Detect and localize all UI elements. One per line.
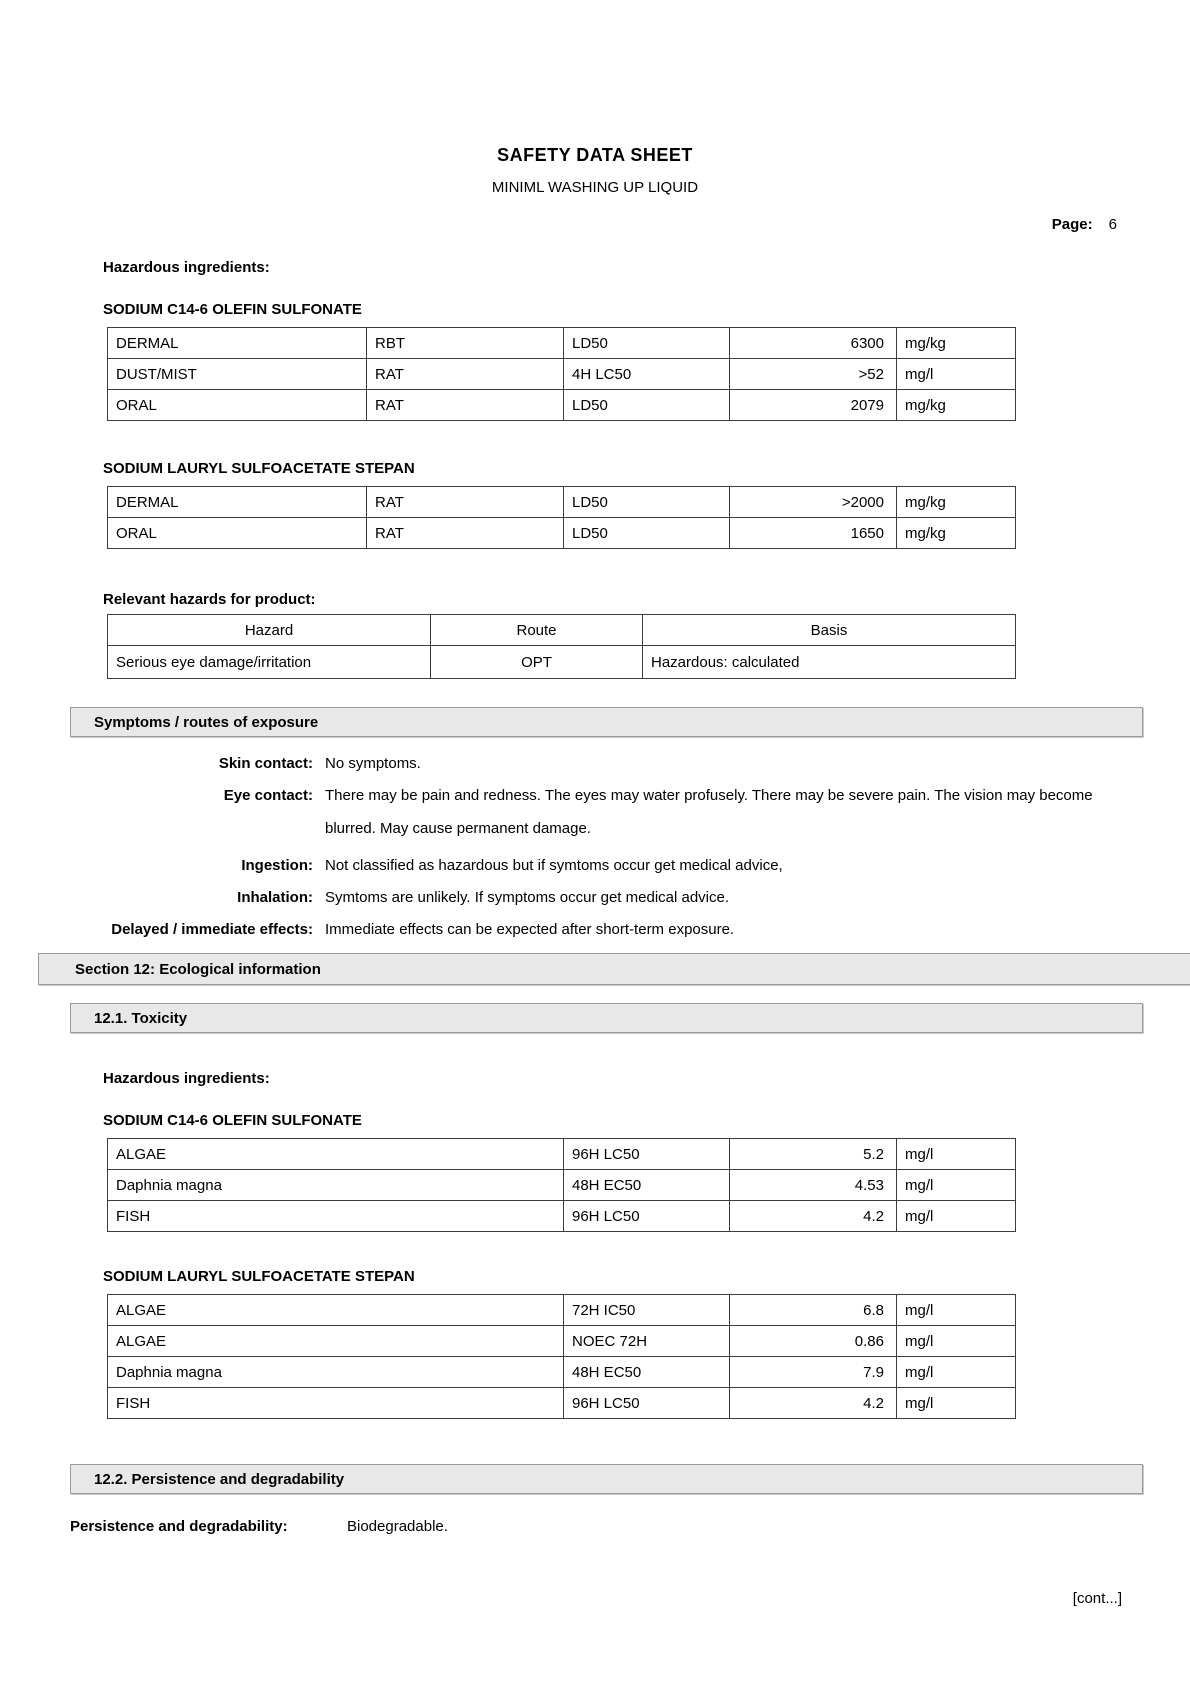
table-cell: Daphnia magna (108, 1357, 564, 1388)
symptom-label: Inhalation: (237, 889, 313, 906)
table-cell: ALGAE (108, 1295, 564, 1326)
section12-bar: Section 12: Ecological information (38, 953, 1190, 985)
table-cell: ORAL (108, 518, 367, 549)
table-cell: ORAL (108, 390, 367, 421)
table-cell: ALGAE (108, 1326, 564, 1357)
table-cell: mg/kg (897, 487, 1016, 518)
table-row (108, 1295, 1016, 1326)
table-cell: 7.9 (730, 1357, 897, 1388)
table-cell: LD50 (564, 390, 730, 421)
persistence-value: Biodegradable. (347, 1518, 448, 1535)
eco-toxicity-table-stepan (107, 1294, 1016, 1419)
table-cell: ALGAE (108, 1139, 564, 1170)
table-row (108, 487, 1016, 518)
table-cell: OPT (431, 646, 643, 679)
continued-marker: [cont...] (1072, 1590, 1122, 1607)
table-cell: DUST/MIST (108, 359, 367, 390)
table-cell: >2000 (730, 487, 897, 518)
table-cell: RAT (367, 487, 564, 518)
table-row (108, 1388, 1016, 1419)
table-cell: 2079 (730, 390, 897, 421)
table-cell: NOEC 72H (564, 1326, 730, 1357)
table-cell: 96H LC50 (564, 1201, 730, 1232)
table-cell: 4.2 (730, 1201, 897, 1232)
ingredient-name: SODIUM LAURYL SULFOACETATE STEPAN (103, 1268, 415, 1285)
hazardous-ingredients-heading: Hazardous ingredients: (103, 259, 270, 276)
table-row (108, 646, 1016, 679)
table-cell: 6.8 (730, 1295, 897, 1326)
table-cell: mg/kg (897, 390, 1016, 421)
table-cell: mg/l (897, 1201, 1016, 1232)
column-header: Basis (643, 615, 1016, 646)
persistence-row (70, 1518, 1120, 1535)
document-title: SAFETY DATA SHEET (497, 145, 693, 165)
table-cell: 0.86 (730, 1326, 897, 1357)
ingredient-name: SODIUM C14-6 OLEFIN SULFONATE (103, 301, 362, 318)
table-cell: 96H LC50 (564, 1139, 730, 1170)
table-header-row (108, 615, 1016, 646)
table-cell: 4.2 (730, 1388, 897, 1419)
table-cell: 6300 (730, 328, 897, 359)
symptom-label: Eye contact: (223, 787, 313, 804)
table-row (108, 328, 1016, 359)
table-row (108, 518, 1016, 549)
relevant-hazards-table (107, 614, 1016, 679)
table-cell: RAT (367, 518, 564, 549)
table-cell: RAT (367, 359, 564, 390)
symptom-row (60, 849, 1130, 882)
acute-toxicity-table-c14 (107, 327, 1016, 421)
table-row (108, 1170, 1016, 1201)
table-cell: mg/kg (897, 518, 1016, 549)
table-row (108, 390, 1016, 421)
persistence-label: Persistence and degradability: (70, 1518, 288, 1535)
table-cell: mg/l (897, 1295, 1016, 1326)
page-indicator (1052, 216, 1117, 233)
table-cell: 48H EC50 (564, 1357, 730, 1388)
table-cell: mg/kg (897, 328, 1016, 359)
symptom-text: Symtoms are unlikely. If symptoms occur get medical advice. (325, 889, 730, 906)
symptom-row (60, 779, 1130, 845)
table-cell: mg/l (897, 359, 1016, 390)
table-row (108, 1326, 1016, 1357)
table-cell: FISH (108, 1201, 564, 1232)
table-row (108, 359, 1016, 390)
symptom-label: Skin contact: (218, 755, 313, 772)
table-cell: LD50 (564, 487, 730, 518)
ingredient-name: SODIUM C14-6 OLEFIN SULFONATE (103, 1112, 362, 1129)
column-header: Route (431, 615, 643, 646)
table-row (108, 1139, 1016, 1170)
table-cell: 4.53 (730, 1170, 897, 1201)
table-cell: mg/l (897, 1170, 1016, 1201)
table-cell: mg/l (897, 1388, 1016, 1419)
table-cell: 1650 (730, 518, 897, 549)
table-cell: DERMAL (108, 328, 367, 359)
table-row (108, 1201, 1016, 1232)
symptom-text: There may be pain and redness. The eyes may water profusely. There may be severe pain. The vision may become blurred. May cause permanent damage. (325, 787, 1093, 837)
table-cell: Daphnia magna (108, 1170, 564, 1201)
table-cell: 5.2 (730, 1139, 897, 1170)
section12-2-persistence-bar: 12.2. Persistence and degradability (70, 1464, 1143, 1494)
hazardous-ingredients-heading: Hazardous ingredients: (103, 1070, 270, 1087)
symptom-row (60, 913, 1130, 946)
table-cell: 48H EC50 (564, 1170, 730, 1201)
table-cell: Serious eye damage/irritation (108, 646, 431, 679)
page-number: 6 (1108, 216, 1117, 233)
symptom-label: Delayed / immediate effects: (111, 921, 313, 938)
symptom-text: Immediate effects can be expected after short-term exposure. (325, 921, 735, 938)
symptom-row (60, 881, 1130, 914)
table-cell: mg/l (897, 1326, 1016, 1357)
symptom-row (60, 747, 1130, 780)
table-cell: LD50 (564, 328, 730, 359)
symptoms-section-bar: Symptoms / routes of exposure (70, 707, 1143, 737)
acute-toxicity-table-stepan (107, 486, 1016, 549)
table-cell: RBT (367, 328, 564, 359)
table-cell: mg/l (897, 1357, 1016, 1388)
table-cell: 96H LC50 (564, 1388, 730, 1419)
ingredient-name: SODIUM LAURYL SULFOACETATE STEPAN (103, 460, 415, 477)
page-label: Page: (1051, 216, 1093, 233)
symptom-text: Not classified as hazardous but if symtoms occur get medical advice, (325, 857, 783, 874)
product-name: MINIML WASHING UP LIQUID (491, 179, 699, 196)
symptom-text: No symptoms. (325, 755, 421, 772)
table-cell: FISH (108, 1388, 564, 1419)
table-cell: Hazardous: calculated (643, 646, 1016, 679)
column-header: Hazard (108, 615, 431, 646)
table-cell: >52 (730, 359, 897, 390)
eco-toxicity-table-c14 (107, 1138, 1016, 1232)
table-cell: mg/l (897, 1139, 1016, 1170)
table-cell: RAT (367, 390, 564, 421)
table-cell: 72H IC50 (564, 1295, 730, 1326)
table-cell: LD50 (564, 518, 730, 549)
relevant-hazards-heading: Relevant hazards for product: (103, 591, 316, 608)
table-cell: DERMAL (108, 487, 367, 518)
table-cell: 4H LC50 (564, 359, 730, 390)
section12-1-toxicity-bar: 12.1. Toxicity (70, 1003, 1143, 1033)
table-row (108, 1357, 1016, 1388)
symptom-label: Ingestion: (241, 857, 313, 874)
